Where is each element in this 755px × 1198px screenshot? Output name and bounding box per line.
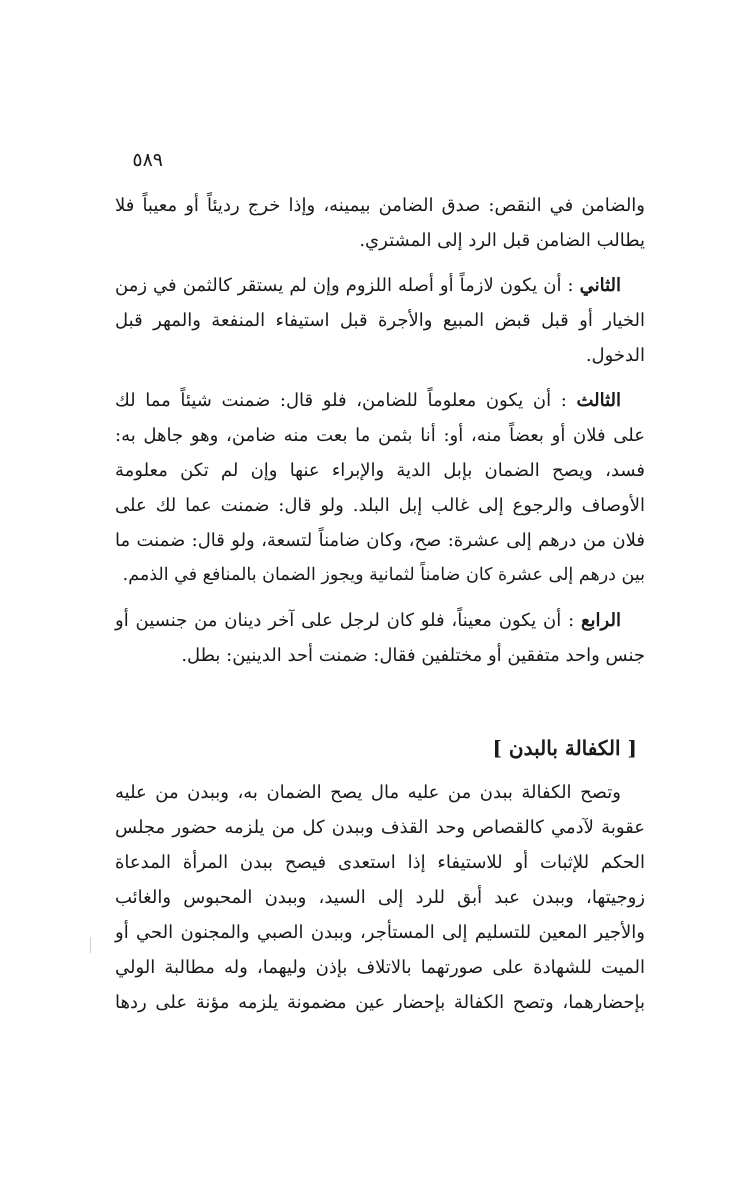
section-guarantee-conditions <box>115 188 645 683</box>
text-span: : أن يكون معلوماً للضامن، فلو قال: ضمنت شيئاً مما لك <box>115 390 567 411</box>
text-line: الخيار أو قبل قبض المبيع والأجرة قبل استيفاء المنفعة والمهر قبل <box>115 310 645 331</box>
text-line: الميت للشهادة على صورتهما بالاتلاف بإذن وليهما، وله مطالبة الولي <box>115 957 645 978</box>
text-span: : أن يكون معيناً، فلو كان لرجل على آخر دينان من جنسين أو <box>115 610 575 631</box>
text-line: الدخول. <box>585 345 645 366</box>
text-line: الحكم للإثبات أو للاستيفاء إذا استعدى فيصح ببدن المرأة المدعاة <box>115 852 645 873</box>
text-line <box>115 268 645 303</box>
text-line: عقوبة لآدمي كالقصاص وحد القذف وببدن كل من يلزمه حضور مجلس <box>115 817 645 838</box>
text-line: والأجير المعين للتسليم إلى المستأجر، وببدن الصبي والمجنون الحي أو <box>115 922 645 943</box>
paragraph-second-condition <box>115 268 645 373</box>
scan-mark <box>90 937 91 953</box>
condition-lead: الرابع <box>580 610 621 631</box>
text-line: وتصح الكفالة ببدن من عليه مال يصح الضمان به، وببدن من عليه <box>115 782 621 803</box>
text-line: فلان من درهم إلى عشرة: صح، وكان ضامناً لتسعة، ولو قال: ضمنت ما <box>115 530 645 551</box>
section-bodily-surety <box>115 775 645 1030</box>
paragraph-fourth-condition <box>115 603 645 673</box>
text-line: جنس واحد متفقين أو مختلفين فقال: ضمنت أحد الدينين: بطل. <box>181 645 645 666</box>
condition-lead: الثاني <box>579 275 621 296</box>
section-heading: [ الكفالة بالبدن ] <box>492 736 637 760</box>
text-line: على فلان أو بعضاً منه، أو: أنا بثمن ما بعت منه ضامن، وهو جاهل به: <box>115 425 645 446</box>
text-line: الأوصاف والرجوع إلى غالب إبل البلد. ولو قال: ضمنت عما لك على <box>115 495 645 516</box>
text-line: يطالب الضامن قبل الرد إلى المشتري. <box>359 230 645 251</box>
text-line: زوجيتها، وببدن عبد أبق للرد إلى السيد، وببدن المحبوس والغائب <box>115 887 645 908</box>
text-span: : أن يكون لازماً أو أصله اللزوم وإن لم يستقر كالثمن في زمن <box>115 275 574 296</box>
condition-lead: الثالث <box>576 390 621 411</box>
text-line <box>115 383 645 418</box>
text-line: والضامن في النقص: صدق الضامن بيمينه، وإذا خرج رديئاً أو معيباً فلا <box>115 195 645 216</box>
text-line: بإحضارهما، وتصح الكفالة بإحضار عين مضمونة يلزمه مؤنة على ردها <box>115 992 645 1013</box>
text-line <box>115 603 645 638</box>
text-line: فسد، ويصح الضمان بإبل الدية والإبراء عنها وإن لم تكن معلومة <box>115 460 645 481</box>
paragraph-third-condition <box>115 383 645 593</box>
text-line: بين درهم إلى عشرة كان ضامناً لثمانية ويجوز الضمان بالمنافع في الذمم. <box>122 565 645 585</box>
paragraph-defect-claim <box>115 188 645 258</box>
page-number: ٥٨٩ <box>132 149 163 171</box>
paragraph-bodily-surety <box>115 775 645 1020</box>
